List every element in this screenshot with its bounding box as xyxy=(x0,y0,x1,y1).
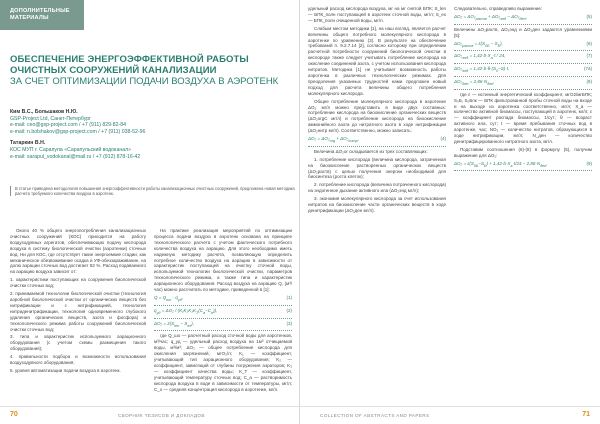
author-mail-1[interactable]: e-mail: ceo@gsp-project.com / +7 (911) 829-82-84 xyxy=(10,122,127,129)
list-item: 3. экономия молекулярного кислорода за счет использования нитратов на биоокисление части органических веществ в ходе денитрификации (ΔO₂ден мг/л). xyxy=(308,196,446,213)
paragraph: Следовательно, справедливо выражение: xyxy=(454,6,543,11)
equation-3: $\Delta O_2 = z(S_{len} - S_{ex})$, (3) xyxy=(154,321,292,332)
equation-9: $\Delta O_2 = \varepsilon(S_{0Б}-S_Б) + 1,42\cdot b\cdot X_a\cdot t/24 - 2,86\cdot N_{ден}$, (9) xyxy=(454,161,592,172)
right-column-1 xyxy=(308,6,446,216)
footer-text-left: СБОРНИК ТЕЗИСОВ И ДОКЛАДОВ xyxy=(118,413,205,418)
right-page xyxy=(300,0,600,424)
left-footer xyxy=(0,406,300,424)
author-org-2: КОС МУП г. Сарапула «Сарапульский водоканал» xyxy=(10,146,131,153)
author-mail-1b[interactable]: e-mail: n.bolshakov@gsp-project.com / +7 (911) 038-52-96 xyxy=(10,128,146,135)
paragraph: удельный расход кислорода воздуха, мг на мг снятой БПК; S_len — БПК_полн поступающей в аэротенк сточной воды, мг/л; S_ex — БПК_полн очищенной воды, мг/л. xyxy=(308,6,446,23)
paragraph: Общее потребление молекулярного кислорода в аэротенке ΔO₂ мг/л можно представить в виде двух составных: потребление кислорода на биоокисление органических веществ (ΔO₂orgС мг/л) и потребление кислорода на биоокисление аммонийного азота до нитратного азота в ходе нитрификации (ΔO₂нитр мг/л). Соответственно, можно записать: xyxy=(308,98,446,134)
footer-text-right: COLLECTION OF ABSTRACTS AND PAPERS xyxy=(320,413,430,418)
page-number-right: 71 xyxy=(582,411,590,418)
list-item: 3. типа и характеристик используемого аэрационного оборудования (с учетом схемы размещения такого оборудования); xyxy=(10,334,146,352)
list-item: 2. потребление кислорода (величина потраченного кислорода) на эндогенное дыхание активного ила (ΔO₂энд мг/л); xyxy=(308,182,446,194)
section-tab: ДОПОЛНИТЕЛЬНЫЕ МАТЕРИАЛЫ xyxy=(0,0,84,30)
left-column-1 xyxy=(10,228,146,376)
equation-2: $q_{уд} = \Delta O_2 / (K_1K_2K_3K_T(C_a-C_o))$, (2) xyxy=(154,308,292,319)
paragraph: Подставим соотношения (6)-(8) в формулу (5), получим выражение для ΔO₂: xyxy=(454,146,592,158)
list-item: 5. уровня автоматизации подачи воздуха в аэротенк. xyxy=(10,367,121,373)
equation-5: $\Delta O_2 = \Delta O_2_{раств} + \Delta O_2_{энд} - \Delta O_2_{ден}$, (5) xyxy=(454,14,592,25)
equation-8: $\Delta O_2_{ден} = 2,86\cdot N_{ден}$, (8) xyxy=(454,79,592,90)
title-block xyxy=(10,54,290,87)
paragraph: Величины ΔO₂раств, ΔO₂энд и ΔO₂ден задаются уравнениями [5]: xyxy=(454,26,592,38)
author-name-2: Татаркин В.Н. xyxy=(10,140,46,147)
paragraph: где Q_шо — расчетный расход сточной воды для аэротенков, м³/час; q_уд — удельный расход воздуха на 1м³ отчищаемой воды, м³/м³; ΔO₂ — общее потребление кислорода для окисления загрязнений, мгО₂/л; K₁ — коэффициент, учитывающий тип аэрационного оборудования; K₂ — коэффициент, зависящий от глубины погружения аэраторов; K₃ — коэффициент качества воды; K_T — коэффициент, учитывающий температуру сточных вод; C_a — растворимость кислорода воздуха в воде в зависимости от температуры, мг/л; C_o — средняя концентрация кислорода в аэротенке, мг/л. xyxy=(154,333,292,392)
article-subtitle: ЗА СЧЕТ ОПТИМИЗАЦИИ ПОДАЧИ ВОЗДУХА В АЭРОТЕНК xyxy=(10,76,279,87)
author-name-1: Ким В.С., Большаков Н.Ю. xyxy=(10,109,78,115)
equation-1: $Q = Q_{шо} \cdot q_{уд}$, (1) xyxy=(154,295,292,306)
list-item: 1. потребление кислорода (величина кислорода, затраченная на биоокисление растворенных органических веществ (ΔO₂раств) с целью получения энергии необходимой для биосинтеза (роста клеток); xyxy=(308,156,446,180)
paragraph: Величина ΔO₂оr складывается из трех составляющих: xyxy=(314,148,428,154)
page-number-left: 70 xyxy=(10,411,18,418)
authors-block xyxy=(10,109,200,160)
equation-6: $\Delta O_2_{раств} = \varepsilon(S_{0Б} - S_Б)$, (6) xyxy=(454,41,592,52)
paragraph: Слабым местом методики [1], на наш взгляд, является расчет величины общего потребного молекулярного кислорода в аэротенке по уравнению (3). В результате на обеспечение требований п. 9.2.7.14 [2], согласно которому при определении расчетной потребности сооружений биологической очистки в кислороде также следует учитывать потребление кислорода на окисление соединений азота, с учетом использования кислорода нитратов. Методика [1] не учитывает возможность работы аэротенка в различных технологических режимах. Для преодоления указанных трудностей нами предложен новый подход для расчета величины общего потребления молекулярного кислорода. xyxy=(308,25,446,96)
author-org-1: GSP-Project Ltd, Санкт-Петербург xyxy=(10,115,92,122)
list-item: 2. принимаемой технологии биологической очистки (технология аэробной биологической очистки от органических веществ без нитрификации и с нитрификацией, технология нитриденитрификации, технология одновременного глубокого удаления органических веществ, азота и фосфора) и технологического режима работы сооружений биологической очистки сточных вод; xyxy=(10,291,146,332)
list-item: 4. правильности подбора и возможности использования воздуходувного оборудования; xyxy=(10,354,146,366)
equation-4: $\Delta O_2 = \Delta O_2_{org} + \Delta O_2_{нитр}$, (4) xyxy=(308,136,446,147)
left-column-2 xyxy=(154,228,292,394)
right-column-2 xyxy=(454,6,592,173)
article-title: ОБЕСПЕЧЕНИЕ ЭНЕРГОЭФФЕКТИВНОЙ РАБОТЫ ОЧИСТНЫХ СООРУЖЕНИЙ КАНАЛИЗАЦИИ xyxy=(10,54,249,76)
paragraph: На практике реализация мероприятий по оптимизации процесса подачи воздуха в аэротенк основана на принципе технологического расчета с учетом фактического потребного количества воздуха на аэрацию. Для этого необходимо иметь надежную методику расчета, позволяющую определить потребное количество воздуха на аэрацию в зависимости от характеристик поступающей на очистку сточной воды, используемой технологии биологической очистки, параметров технологического режима, а также типа и характеристик аэрационного оборудования. Расход воздуха на аэрацию Q, (м³/час) можно рассчитать по методике, приведенной в [1]: xyxy=(154,228,292,293)
right-footer xyxy=(300,406,600,424)
paragraph: где ε — истинный энергетический коэффициент, мгО2/мгБПК; S₀Б, S₀Бпк — БПК фильтрованной пробы сточной воды на входе и на выходе из аэротенка соответственно, мг/л; X_a — количество активной биомассы, поступающей в аэротенк, мг/л; ε — коэффициент распада биомассы, 1/сут; θ — возраст активного ила, сут; t — время пребывания сточных вод в аэротенке, час; NO₃ — количество нитратов, образующихся в ходе нитрификации, мг/л; N_ден — количество денитрифицированного нитратного азота, мг/л. xyxy=(454,91,592,144)
paragraph: Около 40 % общего энергопотребления канализационных очистных сооружений (КОС) приходится на работу воздуходувных агрегатов, обеспечивающих подачу кислорода воздуха в систему биологической очистки (аэротенки) сточных вод. Ни для КОС, где отсутствует такие энергоемкие стадии, как механическое обезвоживание осадка и УФ-обеззараживание, на долю аэрации сточных вод достигает 82 %. Расход подаваемого на аэрацию воздуха зависит от: xyxy=(10,228,146,275)
list-item: 1. характеристики поступающих на сооружения биологической очистки сточных вод; xyxy=(10,277,146,289)
equation-7: $\Delta O_2_{энд} = 1,42\cdot b\cdot X_a\cdot t / 24$, (7) xyxy=(454,53,592,64)
equation-7a: $\Delta O_2_{энд} = 1,42\cdot b\cdot\theta\cdot(S_0-S)\cdot t$, (7а) xyxy=(454,66,592,77)
abstract: В статье приведена методология повышения энергоэффективности работы канализационных очистных сооружений, предложена новая методика расчета требуемого количества воздуха в аэротенк. xyxy=(10,186,296,196)
author-mail-2[interactable]: e-mail: sarapul_vodokanal@mail.ru / +7 (912) 878-16-42 xyxy=(10,153,141,160)
